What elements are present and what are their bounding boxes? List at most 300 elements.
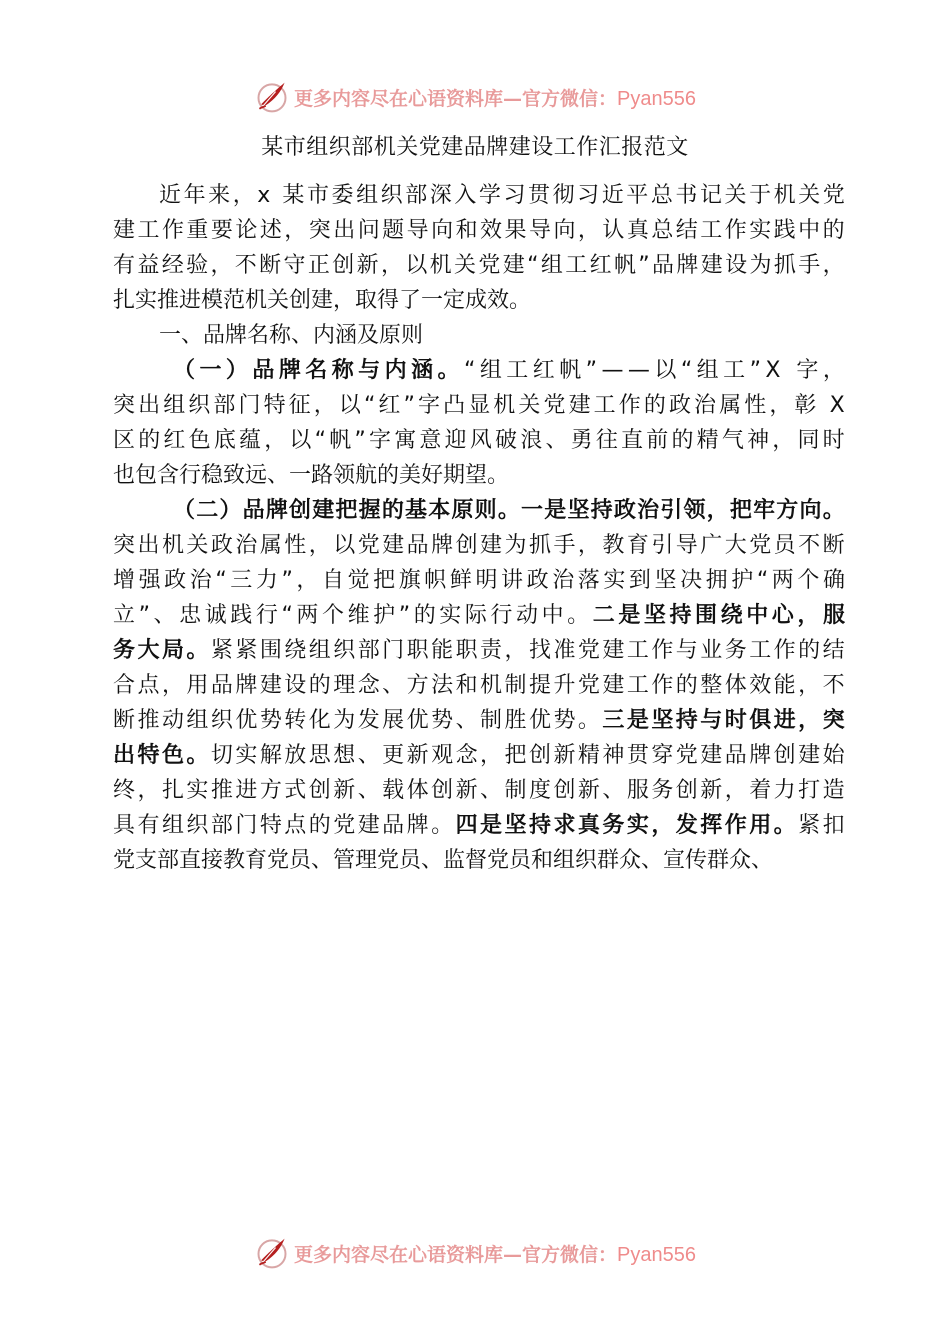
text-char: ” <box>398 603 411 628</box>
bold-text-char: 真 <box>577 813 600 838</box>
text-char: 组 <box>540 253 563 278</box>
text-char: 工 <box>626 673 649 698</box>
text-char: 突 <box>308 218 331 243</box>
text-char: 制 <box>504 673 527 698</box>
text-char: 点 <box>284 813 307 838</box>
text: 一、品牌名称、内涵及原则 <box>159 323 424 348</box>
text-char: 彰 <box>794 393 817 418</box>
text-char: 为 <box>749 253 772 278</box>
text-char: 确 <box>822 568 845 593</box>
text-char: 的 <box>138 428 161 453</box>
text-char: 工 <box>565 253 588 278</box>
text-char: 政 <box>210 533 233 558</box>
text-char: 有 <box>113 253 136 278</box>
body-line <box>113 528 845 563</box>
text-char: 育 <box>626 533 649 558</box>
text-char: 推 <box>137 708 160 733</box>
text-char: 效 <box>749 673 772 698</box>
text-char: 勇 <box>570 428 593 453</box>
watermark-wechat-id: Pyan556 <box>617 1243 696 1266</box>
bold-text-char: 一 <box>199 358 222 383</box>
text-char: 紧 <box>210 638 233 663</box>
bold-text-char: 的 <box>381 498 404 523</box>
text-char: — <box>601 358 624 383</box>
text-char: 牌 <box>406 813 429 838</box>
text-char: 建 <box>502 253 525 278</box>
bold-text-char: 心 <box>771 603 794 628</box>
text-char: 把 <box>373 568 396 593</box>
text-char: 工 <box>723 358 746 383</box>
bold-text-char: 是 <box>480 813 503 838</box>
bold-text-char: 是 <box>618 603 641 628</box>
watermark-wechat-id: Pyan556 <box>617 87 696 110</box>
text-char: 自 <box>321 568 344 593</box>
bold-text-char: 创 <box>289 498 312 523</box>
text-char: ” <box>403 393 415 418</box>
text-char: 新 <box>577 778 600 803</box>
text-char: 组 <box>163 393 186 418</box>
text-char: 制 <box>480 708 503 733</box>
text-char: 整 <box>700 673 723 698</box>
text-char: 贯 <box>626 743 649 768</box>
bold-text-char: 大 <box>137 638 160 663</box>
text-char: 方 <box>406 673 429 698</box>
bold-text-char: 治 <box>637 498 660 523</box>
text-char: 党 <box>478 253 501 278</box>
text-char: 关 <box>454 253 477 278</box>
text-char: 组 <box>308 638 331 663</box>
text-char: 能 <box>431 638 454 663</box>
text-char: ” <box>638 253 650 278</box>
body-line <box>113 668 845 703</box>
text-char: 破 <box>495 428 518 453</box>
text-char: 组 <box>186 708 209 733</box>
justified-line-text <box>113 738 845 773</box>
text-char: 新 <box>700 778 723 803</box>
text-char: 转 <box>284 708 307 733</box>
text-char: 断 <box>259 253 282 278</box>
text-char: 观 <box>431 743 454 768</box>
text-char: 合 <box>113 673 136 698</box>
text-char: 拥 <box>705 568 728 593</box>
text-char: 。 <box>577 708 600 733</box>
bold-text-char: 。 <box>437 358 460 383</box>
text-char: 精 <box>696 428 719 453</box>
text-char: 直 <box>621 428 644 453</box>
body-line <box>113 773 845 808</box>
text-char: 治 <box>235 533 258 558</box>
text-char: 述 <box>259 218 282 243</box>
body-line <box>113 598 845 633</box>
justified-line-text <box>113 598 845 633</box>
text-char: 胜 <box>504 708 527 733</box>
text-char: 行 <box>255 603 278 628</box>
bold-text-char: 品 <box>252 358 275 383</box>
text-char: 征 <box>288 393 311 418</box>
text-char: 为 <box>333 708 356 733</box>
text-char: 党 <box>577 638 600 663</box>
text-char: 部 <box>210 813 233 838</box>
justified-line-text <box>159 178 845 213</box>
text-char: ， <box>232 183 255 208</box>
bold-text-char: 领 <box>683 498 706 523</box>
text-char: 把 <box>504 743 527 768</box>
text-char: 作 <box>651 673 674 698</box>
text-char: 大 <box>724 533 747 558</box>
text-char: 责 <box>480 638 503 663</box>
text-char: 特 <box>259 813 282 838</box>
text-char: 发 <box>357 708 380 733</box>
text-char: ， <box>284 218 307 243</box>
body-line <box>113 633 845 668</box>
body-line <box>113 808 845 843</box>
text-char: X <box>829 393 845 418</box>
text-char: 新 <box>455 778 478 803</box>
text-char: 同 <box>797 428 820 453</box>
text-char: 造 <box>822 778 845 803</box>
text-char: 建 <box>357 813 380 838</box>
justified-line-text <box>173 493 845 528</box>
bold-text-char: ， <box>706 498 729 523</box>
bold-text-char: 务 <box>602 813 625 838</box>
body-line <box>113 178 845 213</box>
bold-text-char: 服 <box>822 603 845 628</box>
text-char: 党 <box>577 673 600 698</box>
text-char: 果 <box>504 218 527 243</box>
text-char: 向 <box>431 218 454 243</box>
text-char: 要 <box>210 218 233 243</box>
text-char: 党 <box>749 533 772 558</box>
text-char: 关 <box>518 393 541 418</box>
text-char: 总 <box>651 218 674 243</box>
text-char: 工 <box>137 218 160 243</box>
text-char: 不 <box>798 533 821 558</box>
justified-line-text <box>173 353 845 388</box>
text-char: 于 <box>749 183 772 208</box>
text-char: 优 <box>406 708 429 733</box>
bold-text-char: 三 <box>602 708 625 733</box>
text-char: 贯 <box>528 183 551 208</box>
text: 扎实推进模范机关创建，取得了一定成效。 <box>113 288 532 313</box>
text-char: 工 <box>626 638 649 663</box>
text-char: 新 <box>406 743 429 768</box>
text-char: 忠 <box>179 603 202 628</box>
bold-text-char: ） <box>225 358 248 383</box>
quill-logo-icon <box>254 79 290 115</box>
text-char: 设 <box>725 253 748 278</box>
text: 也包含行稳致远、一路领航的美好期望。 <box>113 463 510 488</box>
text-char: 以 <box>654 358 677 383</box>
text-char: 建 <box>259 673 282 698</box>
bold-text-char: 求 <box>553 813 576 838</box>
justified-line-text <box>113 213 845 248</box>
text-char: 力 <box>255 568 278 593</box>
text-char: 机 <box>161 533 184 558</box>
text-char: X <box>765 358 781 383</box>
text-char: 红 <box>163 428 186 453</box>
bold-text-char: 牌 <box>265 498 288 523</box>
justified-line-text <box>113 703 845 738</box>
text-char: 落 <box>577 568 600 593</box>
text-char: 关 <box>798 183 821 208</box>
text-char: 治 <box>189 568 212 593</box>
text-char: 、 <box>357 778 380 803</box>
text-char: 效 <box>480 218 503 243</box>
text-char: 解 <box>259 743 282 768</box>
text-char: 抓 <box>528 533 551 558</box>
text-char: 建 <box>113 218 136 243</box>
bold-text-char: 实 <box>626 813 649 838</box>
text-char: “ <box>756 568 769 593</box>
text-char: 推 <box>210 778 233 803</box>
text-char: 建 <box>700 743 723 768</box>
text-char: 断 <box>113 708 136 733</box>
text-char: 方 <box>259 778 282 803</box>
text-char: 创 <box>332 253 355 278</box>
text-char: 为 <box>504 533 527 558</box>
text-char: 作 <box>773 638 796 663</box>
text-char: 以 <box>338 393 361 418</box>
text-char: ” <box>138 603 150 628</box>
text-char: 行 <box>490 603 513 628</box>
watermark-text: 更多内容尽在心语资料库—官方微信：Pyan556 <box>294 87 696 110</box>
text-char: 出 <box>137 533 160 558</box>
text-char <box>785 353 792 388</box>
justified-line-text <box>113 633 845 668</box>
bold-text-char: 。 <box>186 743 209 768</box>
text-char: “ <box>463 358 476 383</box>
text-char: 色 <box>188 428 211 453</box>
text-char: 建 <box>602 638 625 663</box>
text-char: 放 <box>284 743 307 768</box>
bold-text-char: 。 <box>822 498 845 523</box>
text-char: 品 <box>652 253 675 278</box>
text-char: 与 <box>675 638 698 663</box>
text-char: 觉 <box>347 568 370 593</box>
text-char: 坚 <box>654 568 677 593</box>
text-char: 围 <box>259 638 282 663</box>
text-char: 党 <box>357 533 380 558</box>
text-char: 理 <box>333 673 356 698</box>
text-char: 性 <box>284 533 307 558</box>
text-char: 手 <box>553 533 576 558</box>
text-char: 红 <box>532 358 555 383</box>
text-char: 浪 <box>520 428 543 453</box>
text-char: 新 <box>333 778 356 803</box>
text-char: 门 <box>238 393 261 418</box>
text-char: 神 <box>602 743 625 768</box>
text-char: 广 <box>700 533 723 558</box>
text-char: 切 <box>210 743 233 768</box>
text-char: 特 <box>263 393 286 418</box>
text-char: 想 <box>333 743 356 768</box>
justified-line-text <box>113 388 845 423</box>
text-char: 扎 <box>161 778 184 803</box>
text-char: ” <box>585 358 598 383</box>
body-line <box>113 213 845 248</box>
text-char: 牌 <box>749 743 772 768</box>
body-line <box>113 703 845 738</box>
text-char: 织 <box>380 183 403 208</box>
bold-text-char: 本 <box>428 498 451 523</box>
text-char: 决 <box>680 568 703 593</box>
text-char: 前 <box>646 428 669 453</box>
text-char: 实 <box>439 603 462 628</box>
text-char: 部 <box>213 393 236 418</box>
text-char: ， <box>769 393 792 418</box>
text-char: 党 <box>333 813 356 838</box>
text-char: ， <box>161 673 184 698</box>
text-char: 优 <box>528 708 551 733</box>
bold-text-char: 是 <box>544 498 567 523</box>
text-char: ， <box>137 778 160 803</box>
text-char: 穿 <box>651 743 674 768</box>
text-char: 势 <box>259 708 282 733</box>
text-char: 紧 <box>798 813 821 838</box>
body-line <box>113 318 845 353</box>
bold-text-char: 向 <box>799 498 822 523</box>
justified-line-text <box>113 563 845 598</box>
text-char: 体 <box>406 778 429 803</box>
text-char: 精 <box>577 743 600 768</box>
text-char: ， <box>504 638 527 663</box>
document-body <box>113 178 845 878</box>
text-char: 品 <box>406 533 429 558</box>
text-char: 时 <box>822 428 845 453</box>
text-char: 题 <box>382 218 405 243</box>
justified-line-text <box>113 668 845 703</box>
text-char: 创 <box>773 743 796 768</box>
text-char: 旗 <box>398 568 421 593</box>
bold-text-char: 牢 <box>753 498 776 523</box>
text-char: 导 <box>406 218 429 243</box>
text-char: 的 <box>798 638 821 663</box>
text-char: 真 <box>626 218 649 243</box>
text-char: 进 <box>235 778 258 803</box>
text-char: 红 <box>378 393 401 418</box>
text-char: 式 <box>284 778 307 803</box>
text-char: 。 <box>431 813 454 838</box>
text-char: 诚 <box>204 603 227 628</box>
bold-text-char: 持 <box>590 498 613 523</box>
text-char: 工 <box>506 358 529 383</box>
bold-text-char: 务 <box>113 638 136 663</box>
text-char: 组 <box>356 183 379 208</box>
bold-text-char: 把 <box>729 498 752 523</box>
bold-text-char: ， <box>798 708 821 733</box>
text-char: 工 <box>749 638 772 663</box>
body-line <box>113 563 845 598</box>
text-char: 准 <box>553 638 576 663</box>
text-char: 两 <box>296 603 319 628</box>
bold-text-char: 原 <box>451 498 474 523</box>
text-char: ， <box>296 568 319 593</box>
text-char: 新 <box>356 253 379 278</box>
text-char: 的 <box>671 428 694 453</box>
text-char: 实 <box>603 568 626 593</box>
bold-text-char: （ <box>173 358 196 383</box>
body-line <box>113 493 845 528</box>
bold-text-char: 突 <box>822 708 845 733</box>
text-char: 帆 <box>329 428 352 453</box>
text-char: 创 <box>528 743 551 768</box>
text-char: 具 <box>113 813 136 838</box>
text-char: 机 <box>429 253 452 278</box>
text-char: 务 <box>724 638 747 663</box>
text-char: 能 <box>773 673 796 698</box>
text-char: 念 <box>357 673 380 698</box>
text-char: 属 <box>259 533 282 558</box>
text-char: 组 <box>479 358 502 383</box>
text-char: 学 <box>478 183 501 208</box>
text-char: 讲 <box>501 568 524 593</box>
text-char: ， <box>577 218 600 243</box>
text-char: 创 <box>553 778 576 803</box>
text-char: ， <box>380 253 403 278</box>
text-char: “ <box>680 358 693 383</box>
text-char: 区 <box>113 428 136 453</box>
bold-text-char: 把 <box>335 498 358 523</box>
text-char: 践 <box>773 218 796 243</box>
text-char: 近 <box>159 183 182 208</box>
text-char: 关 <box>186 533 209 558</box>
text-char: 、 <box>480 778 503 803</box>
bold-text-char: 称 <box>331 358 354 383</box>
bold-text-char: 政 <box>613 498 636 523</box>
text-char: x <box>257 183 271 208</box>
text-char <box>820 388 827 423</box>
text-char: 抓 <box>773 253 796 278</box>
body-line <box>113 388 845 423</box>
text-char: 创 <box>675 778 698 803</box>
bold-text-char: 二 <box>196 498 219 523</box>
text-char: 红 <box>589 253 612 278</box>
text-char: 牌 <box>235 673 258 698</box>
text-char: 守 <box>283 253 306 278</box>
text-char: 新 <box>553 743 576 768</box>
text-char: 帆 <box>559 358 582 383</box>
text-char: 机 <box>773 183 796 208</box>
text-char: 实 <box>186 778 209 803</box>
text-char: 护 <box>373 603 396 628</box>
bold-text-char: 绕 <box>720 603 743 628</box>
text-char: 找 <box>528 638 551 663</box>
text-char: 职 <box>455 638 478 663</box>
text-char: ” <box>281 568 293 593</box>
text-char: ， <box>480 743 503 768</box>
text-char: 党 <box>543 393 566 418</box>
text-char: 性 <box>744 393 767 418</box>
bold-text-char: 中 <box>746 603 769 628</box>
bold-text-char: 与 <box>700 708 723 733</box>
text-char: 维 <box>347 603 370 628</box>
text-char: 作 <box>651 638 674 663</box>
text-char: 和 <box>455 218 478 243</box>
text-char: ， <box>822 253 845 278</box>
text-char: 的 <box>413 603 436 628</box>
text-char: 委 <box>331 183 354 208</box>
bold-text-char: 握 <box>358 498 381 523</box>
text-char: 的 <box>822 218 845 243</box>
bold-text-char: 挥 <box>700 813 723 838</box>
text-char: 出 <box>138 393 161 418</box>
justified-line-text <box>113 423 845 458</box>
text-char: 着 <box>749 778 772 803</box>
text-char: 党 <box>822 183 845 208</box>
body-line <box>113 283 845 318</box>
bold-text-char: 出 <box>113 743 136 768</box>
text-char: 迎 <box>444 428 467 453</box>
